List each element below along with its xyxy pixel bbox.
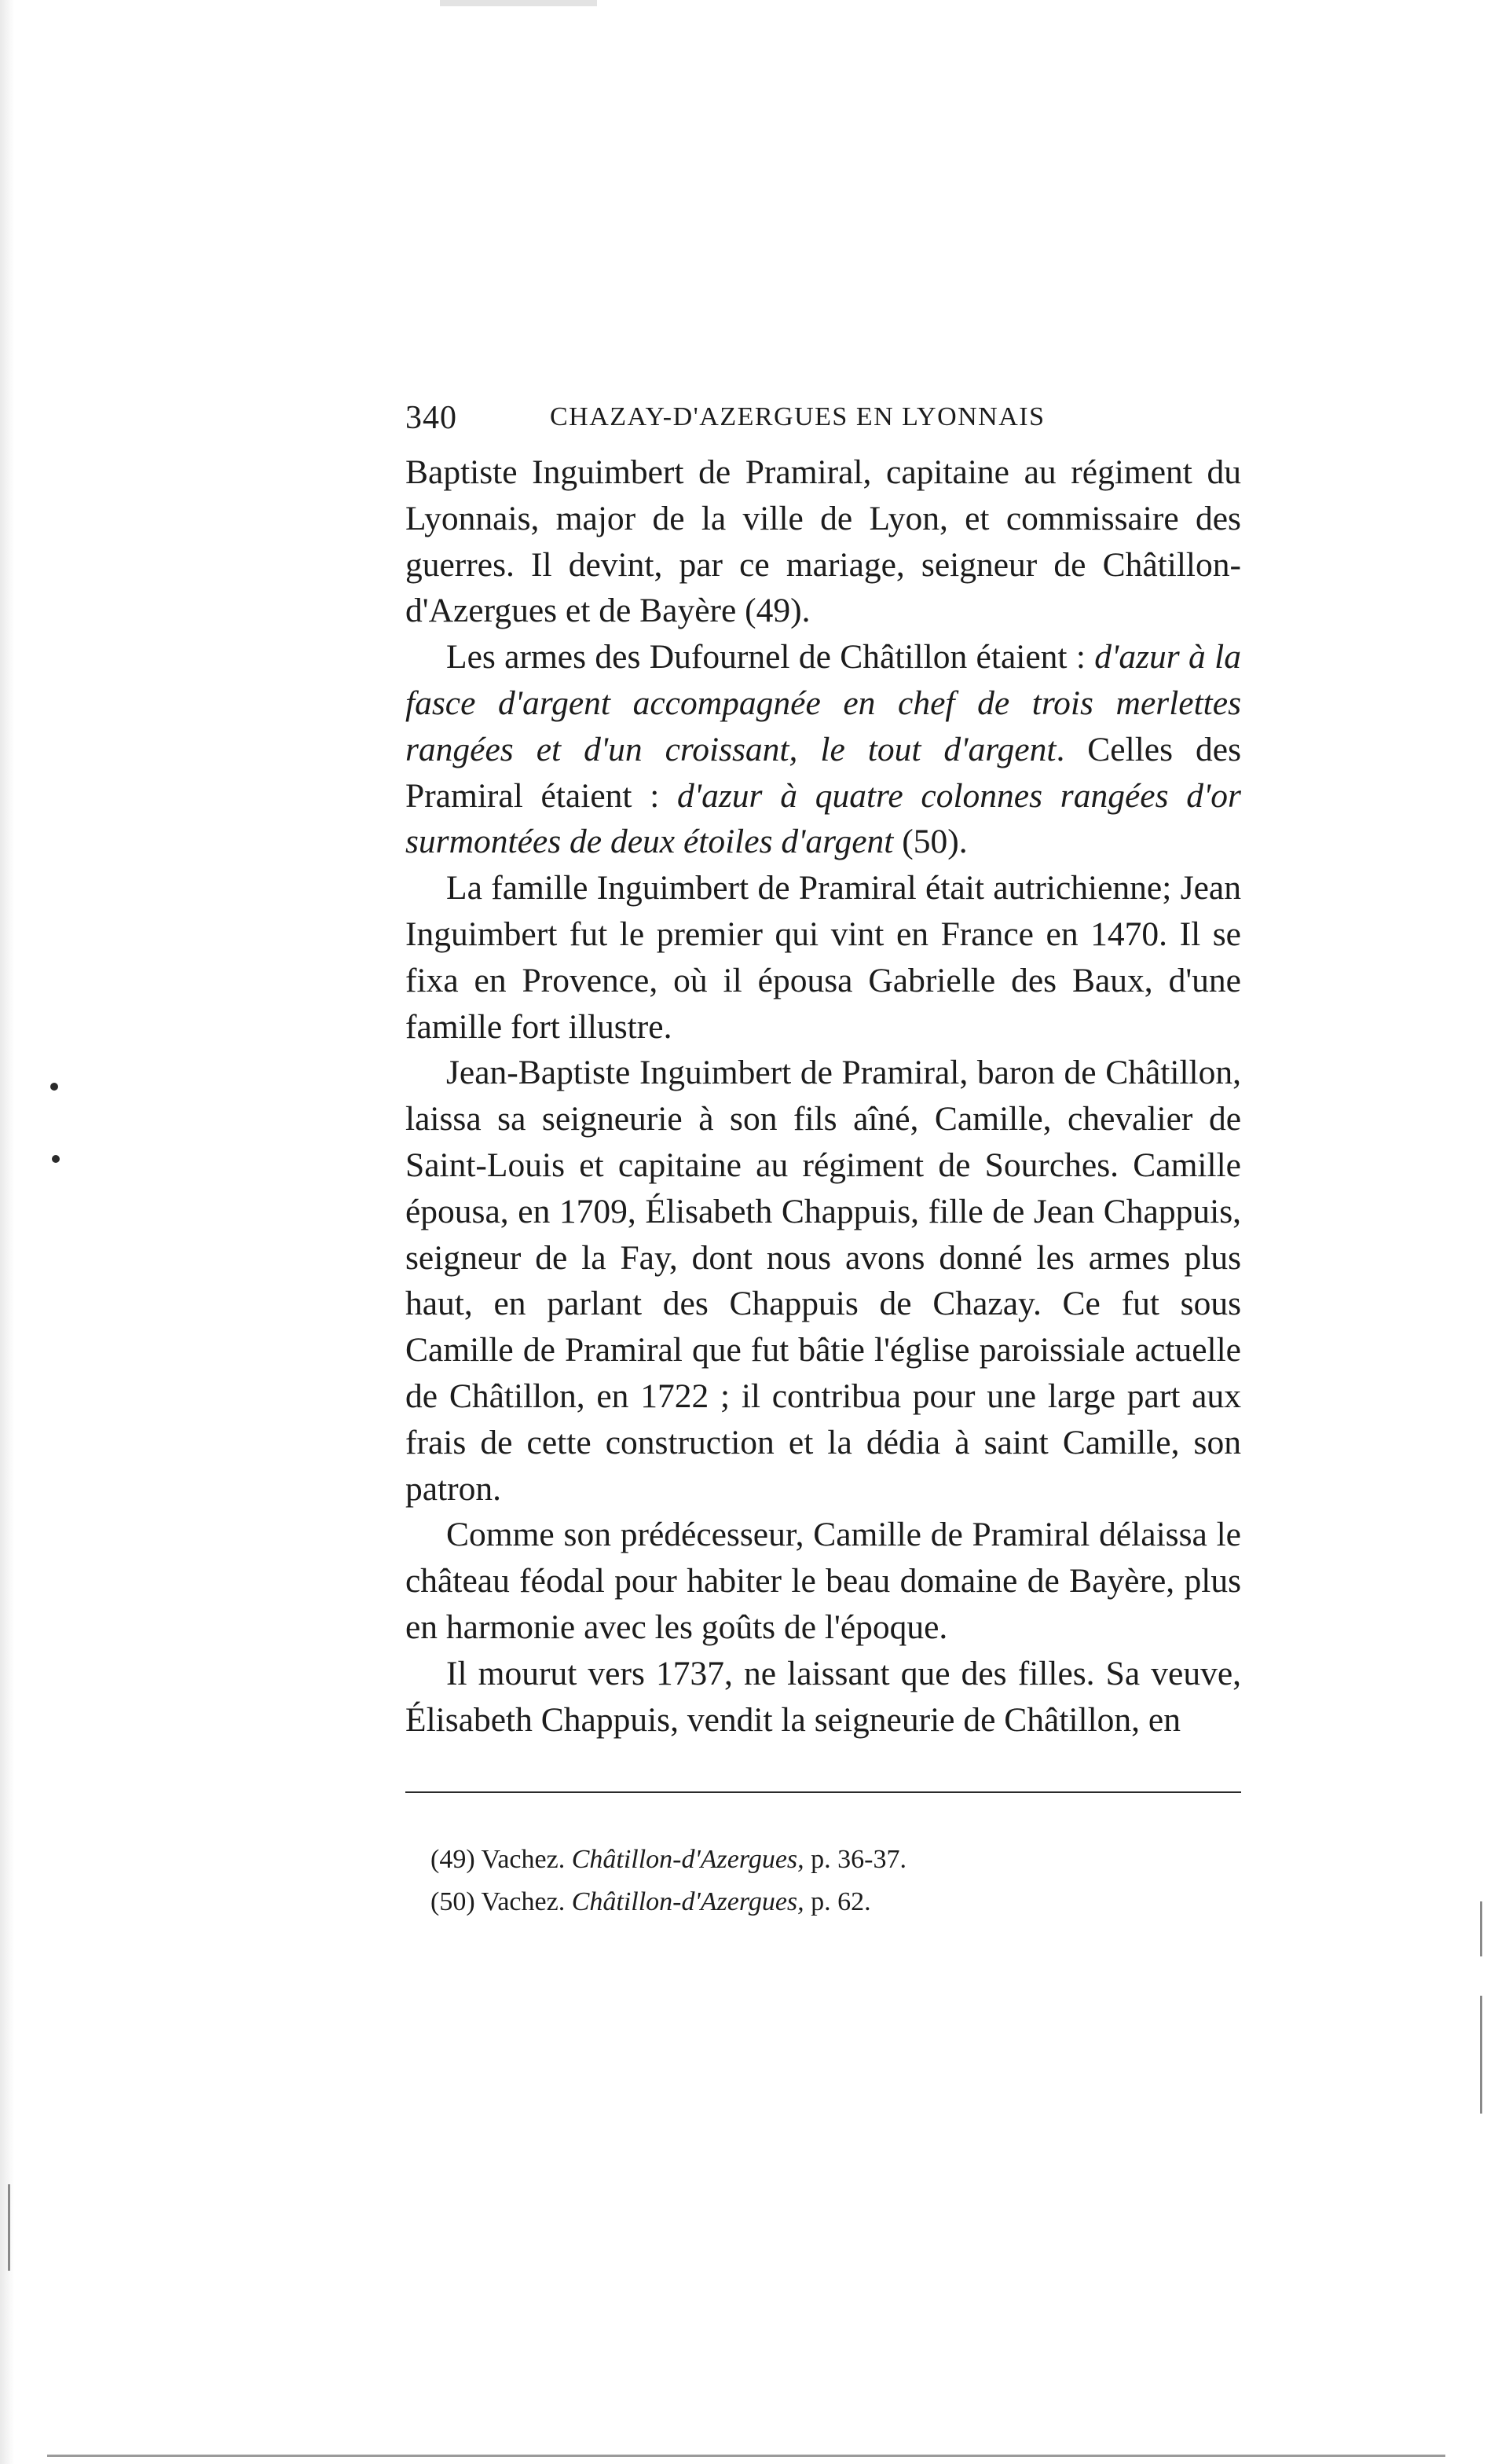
footnote-divider <box>405 1791 1241 1793</box>
footnote-author: Vachez. <box>481 1887 566 1916</box>
running-title: CHAZAY-D'AZERGUES EN LYONNAIS <box>550 402 1046 431</box>
paragraph-2-text: Les armes des Dufournel de Châtillon étaient : <box>446 638 1095 676</box>
footnote-title: Châtillon-d'Azergues, <box>571 1845 804 1874</box>
footnote-49 <box>430 1839 1241 1881</box>
page-header <box>405 399 1241 438</box>
footnotes <box>430 1839 1241 1923</box>
footnote-50 <box>430 1881 1241 1923</box>
paragraph-2 <box>405 634 1241 865</box>
footnote-number: (50) <box>430 1887 475 1916</box>
paragraph-3: La famille Inguimbert de Pramiral était autrichienne; Jean Inguimbert fut le premier qui vint en France en 1470. Il se fixa en Provence, où il épousa Gabrielle des Baux, d'une famille fort illustre. <box>405 869 1241 1046</box>
footnote-pages: p. 36-37. <box>811 1845 906 1874</box>
paragraph-1: Baptiste Inguimbert de Pramiral, capitaine au régiment du Lyonnais, major de la ville de Lyon, et commissaire des guerres. Il devint, par ce mariage, seigneur de Châtillon-d'Azergues et de Bayère (49). <box>405 453 1241 630</box>
blazon-pramiral: d'azur à quatre colonnes rangées d'or surmontées de deux étoiles d'argent <box>405 776 1241 861</box>
paragraph-4: Jean-Baptiste Inguimbert de Pramiral, baron de Châtillon, laissa sa seigneurie à son fils aîné, Camille, chevalier de Saint-Louis et capitaine au régiment de Sourches. Camille épousa, en 1709, Élisabeth Chappuis, fille de Jean Chappuis, seigneur de la Fay, dont nous avons donné les armes plus haut, en parlant des Chappuis de Chazay. Ce fut sous Camille de Pramiral que fut bâtie l'église paroissiale actuelle de Châtillon, en 1722 ; il contribua pour une large part aux frais de cette construction et la dédia à saint Camille, son patron. <box>405 1054 1241 1508</box>
paragraph-2-text: . Celles des Pramiral étaient : <box>405 730 1241 815</box>
scan-bottom-line <box>47 2455 1445 2457</box>
blazon-dufournel: d'azur à la fasce d'argent accompagnée en chef de trois merlettes rangées et d'un croissant, le tout d'argent <box>405 638 1241 768</box>
scan-mark <box>1480 1996 1482 2114</box>
footnote-title: Châtillon-d'Azergues, <box>571 1887 804 1916</box>
page-number: 340 <box>405 400 457 436</box>
scan-smudge <box>440 0 597 6</box>
body-text <box>405 449 1241 1743</box>
scan-mark <box>8 2184 10 2271</box>
scan-edge-shadow <box>0 0 14 2464</box>
ink-speck <box>52 1155 60 1163</box>
footnote-author: Vachez. <box>481 1845 566 1874</box>
paragraph-6: Il mourut vers 1737, ne laissant que des filles. Sa veuve, Élisabeth Chappuis, vendit la seigneurie de Châtillon, en <box>405 1654 1241 1739</box>
ink-speck <box>50 1083 58 1091</box>
paragraph-2-text: (50). <box>893 823 968 861</box>
scan-mark <box>1480 1901 1482 1956</box>
paragraph-5: Comme son prédécesseur, Camille de Pramiral délaissa le château féodal pour habiter le beau domaine de Bayère, plus en harmonie avec les goûts de l'époque. <box>405 1516 1241 1646</box>
footnote-number: (49) <box>430 1845 475 1874</box>
footnote-pages: p. 62. <box>811 1887 871 1916</box>
